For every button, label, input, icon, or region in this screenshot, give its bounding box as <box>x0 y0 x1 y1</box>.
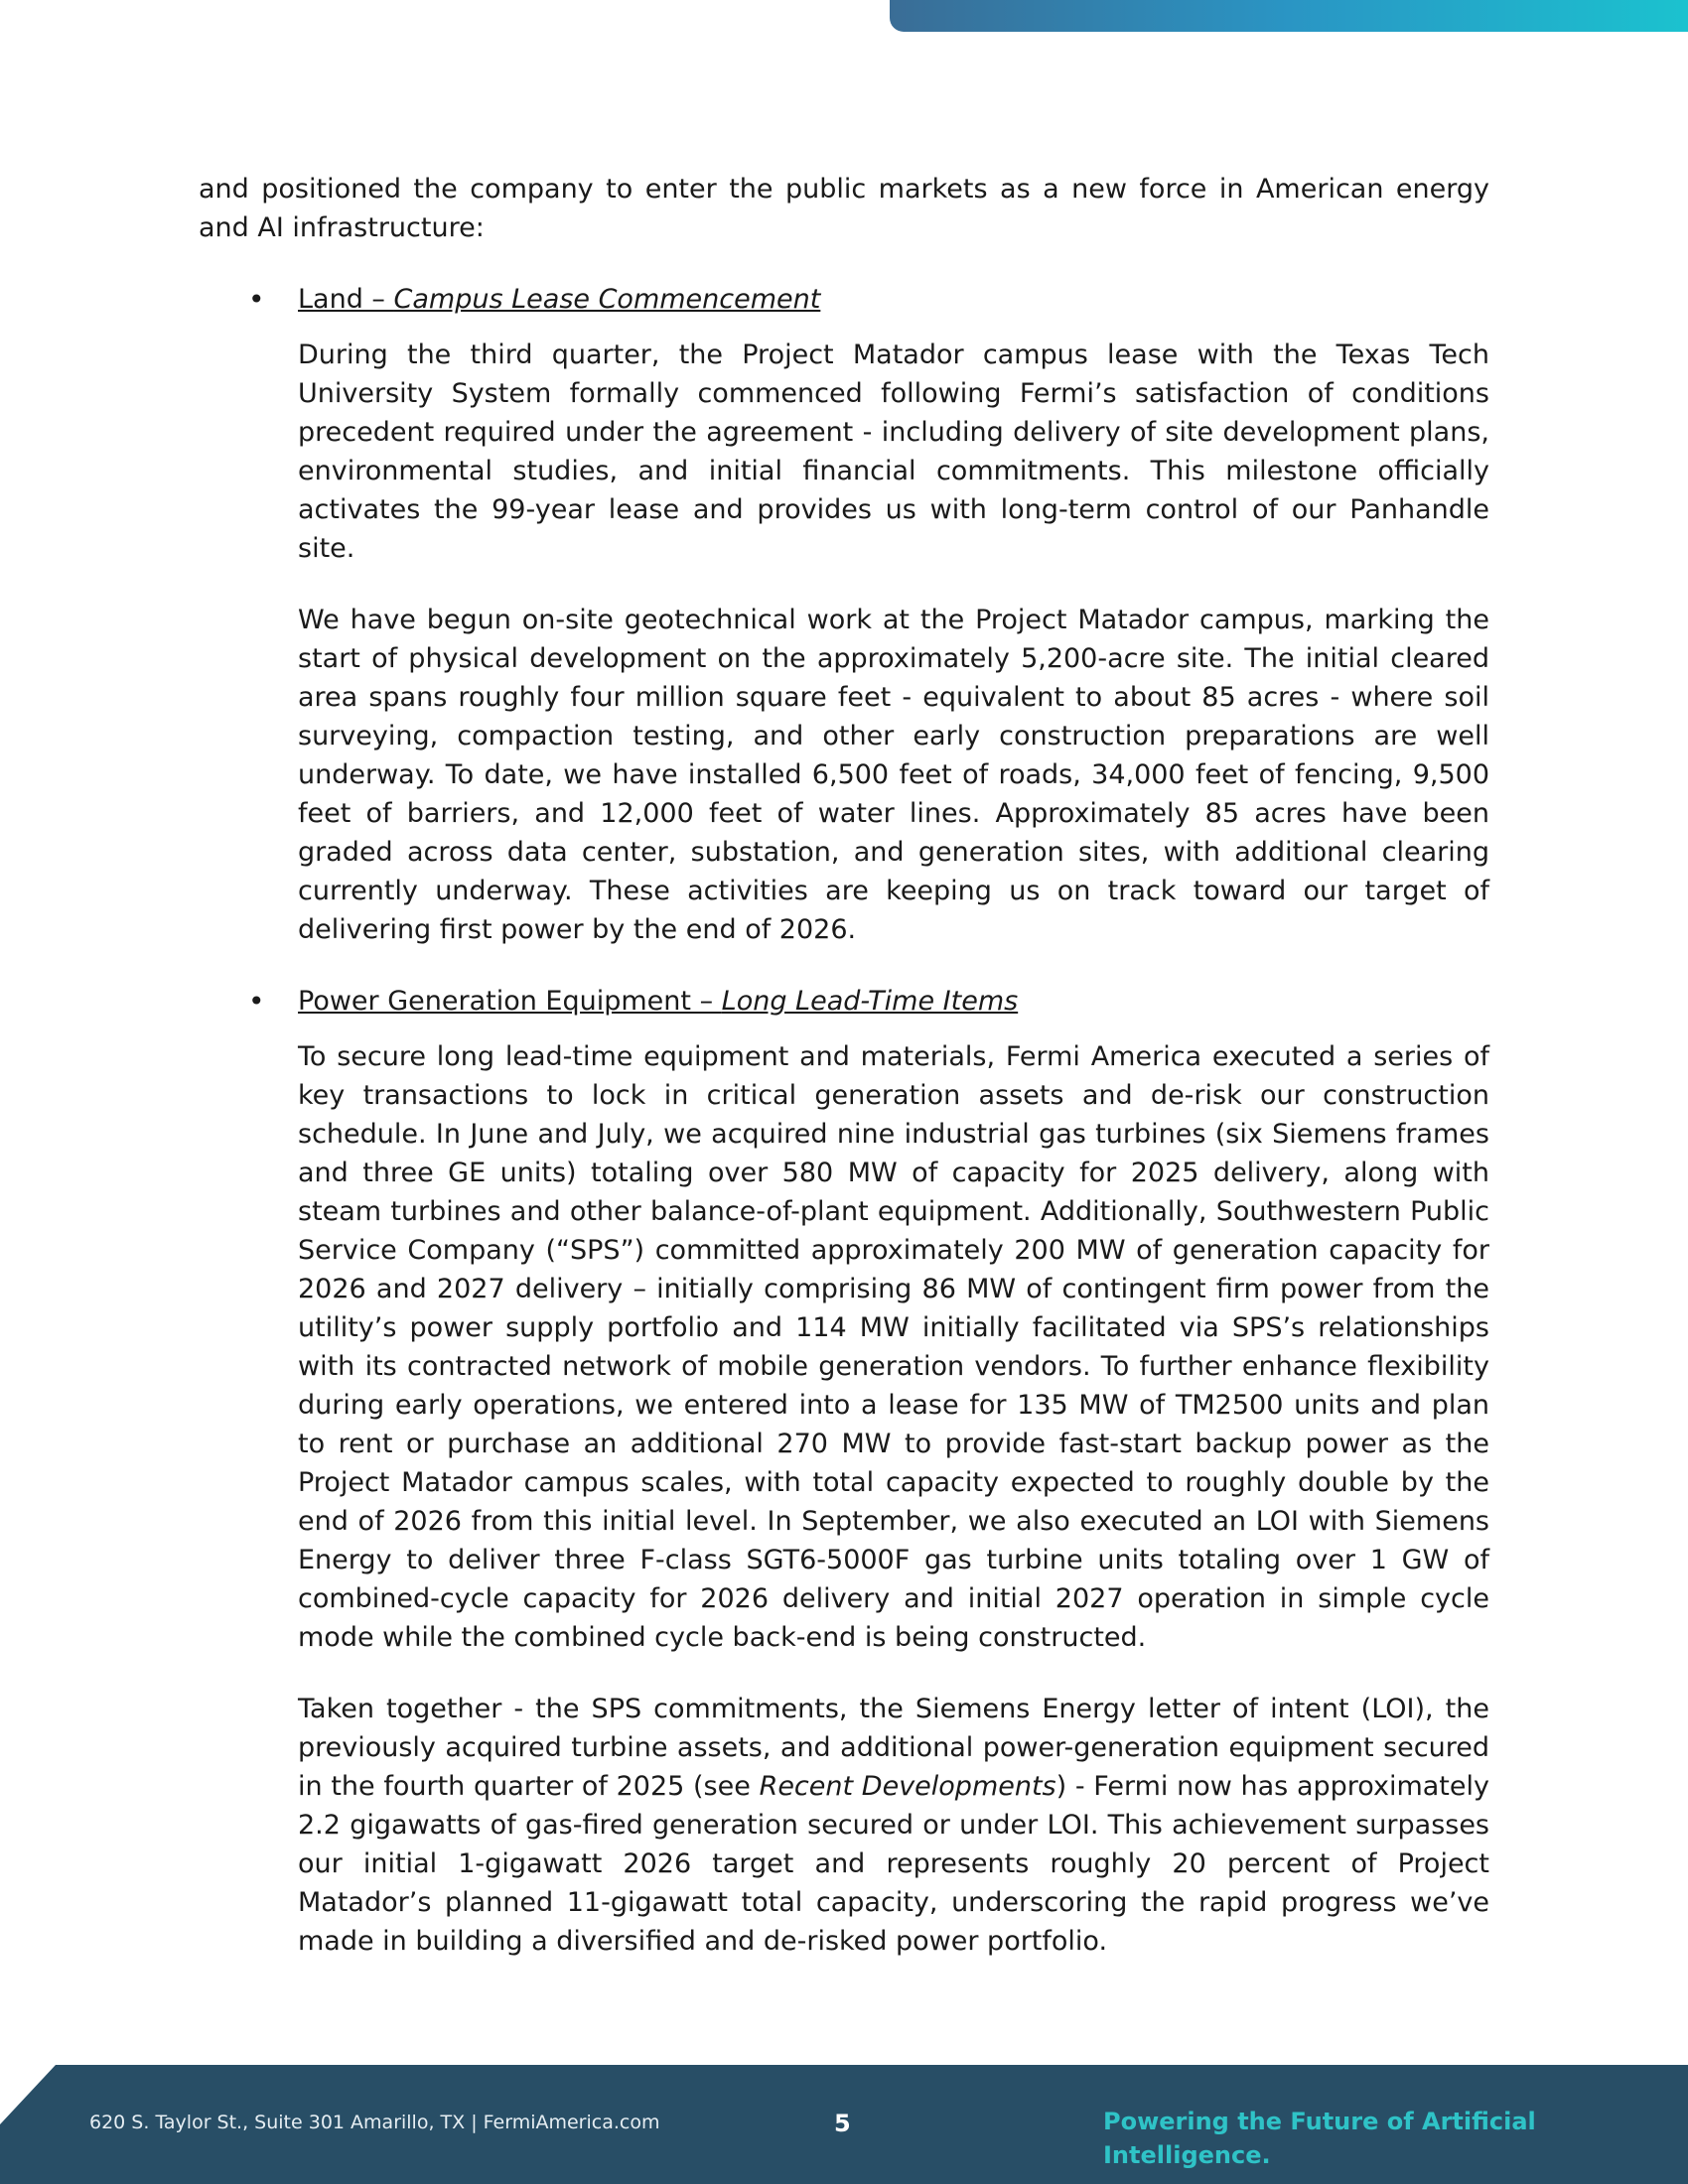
body-paragraph: During the third quarter, the Project Matador campus lease with the Texas Tech University System formally commenced following Fermi’s satisfaction of conditions precedent required under the agreement - including delivery of site development plans, environmental studies, and initial financial commitments. This milestone officially activates the 99-year lease and provides us with long-term control of our Panhandle site. <box>298 340 1489 564</box>
bullet-icon: • <box>248 985 265 1018</box>
body-paragraph: We have begun on-site geotechnical work at the Project Matador campus, marking the start of physical development on the approximately 5,200-acre site. The initial cleared area spans roughly four million square feet - equivalent to about 85 acres - where soil surveying, compaction testing, and other early construction preparations are well underway. To date, we have installed 6,500 feet of roads, 34,000 feet of fencing, 9,500 feet of barriers, and 12,000 feet of water lines. Approximately 85 acres have been graded across data center, substation, and generation sites, with additional clearing currently underway. These activities are keeping us on track toward our target of delivering first power by the end of 2026. <box>298 605 1489 945</box>
bullet-land <box>199 280 1489 949</box>
body-paragraph-summary <box>298 1690 1489 1961</box>
intro-paragraph: and positioned the company to enter the public markets as a new force in American energy and AI infrastructure: <box>199 174 1489 243</box>
heading-subtitle: Long Lead-Time Items <box>721 986 1019 1017</box>
header-gradient-bar <box>890 0 1688 32</box>
bullet-heading-power <box>298 982 1489 1021</box>
heading-label: Land – <box>298 284 394 315</box>
bullet-heading-land <box>298 280 1489 319</box>
summary-text-start: Taken together - the SPS commitments, the Siemens Energy letter of intent (LOI), the previously acquired turbine assets, and additional power-generation equipment secured in the fourth quarter of 2025 (see <box>298 1694 1489 1802</box>
heading-label: Power Generation Equipment – <box>298 986 722 1017</box>
bullet-power-generation <box>199 982 1489 1961</box>
body-paragraph: To secure long lead-time equipment and materials, Fermi America executed a series of key transactions to lock in critical generation assets and de-risk our construction schedule. In June and July, we acquired nine industrial gas turbines (six Siemens frames and three GE units) totaling over 580 MW of capacity for 2025 delivery, along with steam turbines and other balance-of-plant equipment. Additionally, Southwestern Public Service Company (“SPS”) committed approximately 200 MW of generation capacity for 2026 and 2027 delivery – initially comprising 86 MW of contingent firm power from the utility’s power supply portfolio and 114 MW initially facilitated via SPS’s relationships with its contracted network of mobile generation vendors. To further enhance flexibility during early operations, we entered into a lease for 135 MW of TM2500 units and plan to rent or purchase an additional 270 MW to provide fast-start backup power as the Project Matador campus scales, with total capacity expected to roughly double by the end of 2026 from this initial level. In September, we also executed an LOI with Siemens Energy to deliver three F-class SGT6-5000F gas turbine units totaling over 1 GW of combined-cycle capacity for 2026 delivery and initial 2027 operation in simple cycle mode while the combined cycle back-end is being constructed. <box>298 1041 1489 1653</box>
page-number: 5 <box>834 2110 851 2137</box>
recent-developments-reference: Recent Developments <box>759 1771 1056 1802</box>
bullet-icon: • <box>248 283 265 316</box>
document-body <box>199 170 1489 1961</box>
footer-tagline: Powering the Future of Artificial Intelligence. <box>1103 2108 1536 2169</box>
footer-address: 620 S. Taylor St., Suite 301 Amarillo, TX | FermiAmerica.com <box>89 2112 660 2133</box>
summary-text-end: ) - Fermi now has approximately 2.2 gigawatts of gas-fired generation secured or under LOI. This achievement surpasses our initial 1-gigawatt 2026 target and represents roughly 20 percent of Project Matador’s planned 11-gigawatt total capacity, underscoring the rapid progress we’ve made in building a diversified and de-risked power portfolio. <box>298 1771 1489 1957</box>
heading-subtitle: Campus Lease Commencement <box>393 284 821 315</box>
